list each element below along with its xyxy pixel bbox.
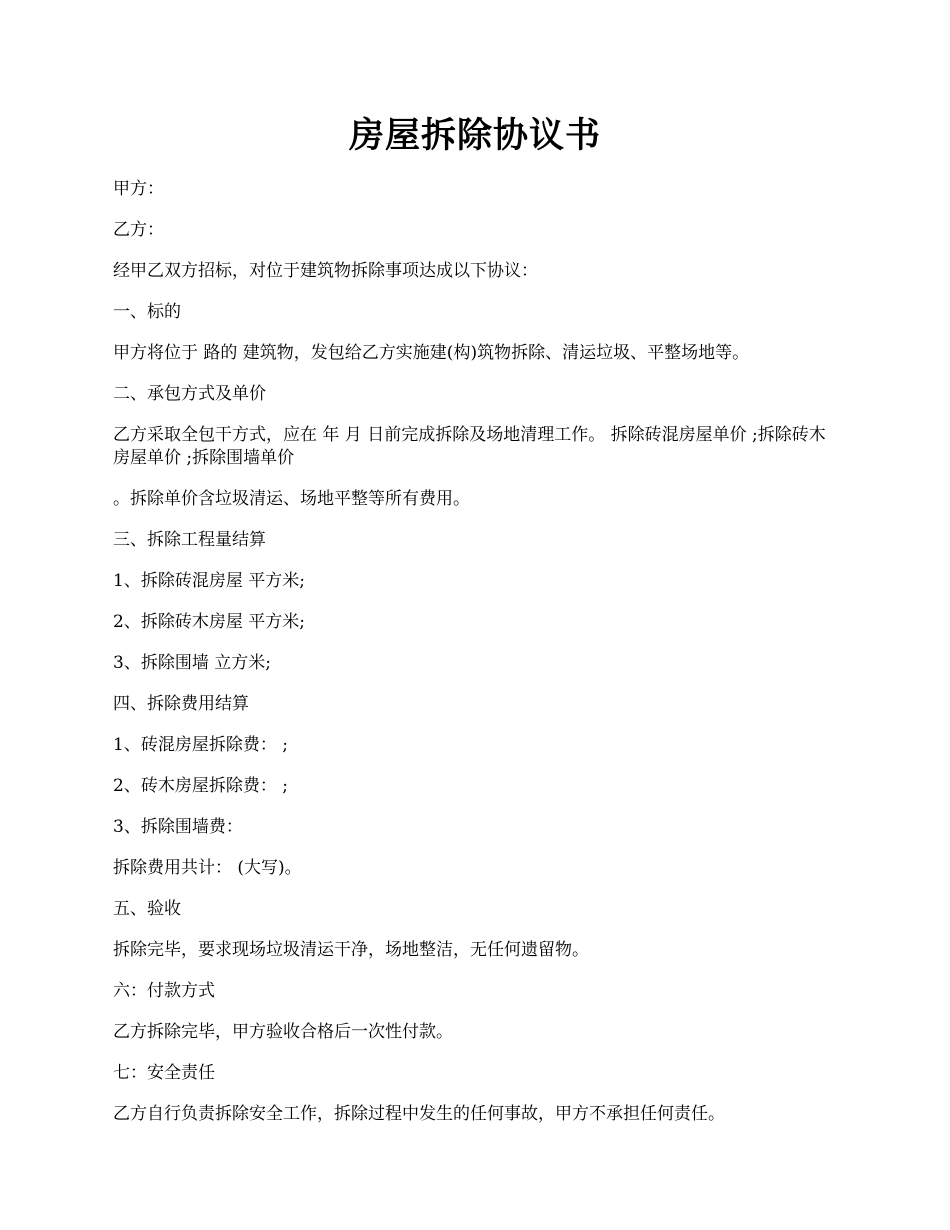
section-3-item-1: 1、拆除砖混房屋 平方米; [113, 571, 305, 591]
intro-paragraph: 经甲乙双方招标，对位于建筑物拆除事项达成以下协议： [113, 261, 538, 281]
section-3-item-3: 3、拆除围墙 立方米; [113, 653, 271, 673]
section-heading-4: 四、拆除费用结算 [113, 694, 249, 714]
section-2-note: 。拆除单价含垃圾清运、场地平整等所有费用。 [113, 489, 470, 509]
section-heading-5: 五、验收 [113, 899, 181, 919]
section-4-item-3: 3、拆除围墙费： [113, 817, 243, 837]
party-b-line: 乙方： [113, 220, 164, 240]
section-4-item-2: 2、砖木房屋拆除费： ; [113, 776, 288, 796]
section-1-text: 甲方将位于 路的 建筑物，发包给乙方实施建(构)筑物拆除、清运垃圾、平整场地等。 [113, 343, 750, 363]
section-5-text: 拆除完毕，要求现场垃圾清运干净，场地整洁，无任何遗留物。 [113, 940, 589, 960]
section-heading-2: 二、承包方式及单价 [113, 384, 266, 404]
document-title: 房屋拆除协议书 [348, 115, 601, 156]
section-7-text: 乙方自行负责拆除安全工作，拆除过程中发生的任何事故，甲方不承担任何责任。 [113, 1104, 725, 1124]
section-heading-7: 七：安全责任 [113, 1063, 215, 1083]
document-body [113, 178, 841, 1144]
section-4-total: 拆除费用共计： (大写)。 [113, 858, 302, 878]
section-6-text: 乙方拆除完毕，甲方验收合格后一次性付款。 [113, 1022, 453, 1042]
section-3-item-2: 2、拆除砖木房屋 平方米; [113, 612, 305, 632]
section-4-item-1: 1、砖混房屋拆除费： ; [113, 735, 288, 755]
section-heading-3: 三、拆除工程量结算 [113, 530, 266, 550]
section-2-text: 乙方采取全包干方式，应在 年 月 日前完成拆除及场地清理工作。 拆除砖混房屋单价 ;拆除砖木房屋单价 ;拆除围墙单价 [113, 425, 826, 468]
section-heading-1: 一、标的 [113, 302, 181, 322]
party-a-line: 甲方： [113, 179, 164, 199]
section-heading-6: 六：付款方式 [113, 981, 215, 1001]
